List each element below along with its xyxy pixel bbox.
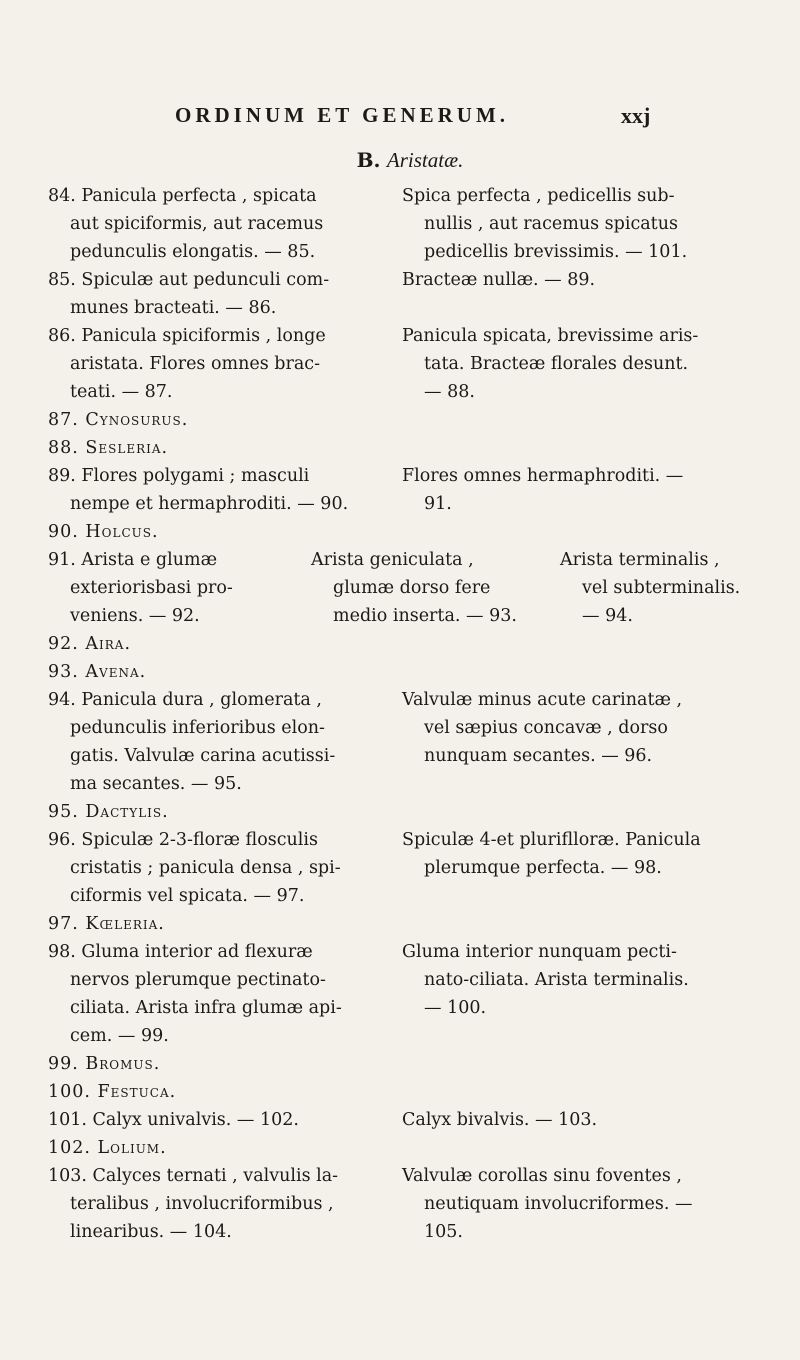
section-name: Aristatæ. [386,148,464,172]
key-entry-91-b [311,546,517,630]
line: medio inserta. — 93. [333,606,517,626]
line: nervos plerumque pectinato- [70,970,326,990]
key-entry-85-left [48,266,329,322]
line: veniens. — 92. [70,606,200,626]
line: ma secantes. — 95. [70,774,242,794]
genus-93: 93. Avena. [48,662,147,682]
line: pedunculis elongatis. — 85. [70,242,316,262]
line: Arista geniculata , [311,550,474,570]
key-entry-103-right [402,1162,692,1246]
line: 94. Panicula dura , glomerata , [48,690,322,710]
genus-100: 100. Festuca. [48,1082,177,1102]
key-entry-91-c [560,546,740,630]
key-entry-96-left [48,826,341,910]
genus-90: 90. Holcus. [48,522,159,542]
genus-88: 88. Sesleria. [48,438,169,458]
line: 91. Arista e glumæ [48,550,218,570]
line: Valvulæ corollas sinu foventes , [402,1166,682,1186]
key-entry-103-left [48,1162,338,1246]
line: Spica perfecta , pedicellis sub- [402,186,675,206]
key-entry-96-right [402,826,701,882]
key-entry-101-right [402,1106,597,1134]
line: 96. Spiculæ 2-3-floræ flosculis [48,830,318,850]
key-entry-94-left [48,686,335,798]
line: cem. — 99. [70,1026,169,1046]
line: ciformis vel spicata. — 97. [70,886,305,906]
genus-102: 102. Lolium. [48,1138,167,1158]
line: Panicula spicata, brevissime aris- [402,326,699,346]
line: teralibus , involucriformibus , [70,1194,334,1214]
line: munes bracteati. — 86. [70,298,277,318]
running-title: ORDINUM ET GENERUM. [175,103,510,127]
genus-99: 99. Bromus. [48,1054,161,1074]
line: Bracteæ nullæ. — 89. [402,270,596,290]
line: — 94. [582,606,633,626]
key-entry-85-right [402,266,595,294]
line: teati. — 87. [70,382,173,402]
line: nempe et hermaphroditi. — 90. [70,494,349,514]
line: 84. Panicula perfecta , spicata [48,186,317,206]
key-entry-94-right [402,686,682,770]
line: aut spiciformis, aut racemus [70,214,324,234]
line: 105. [424,1222,463,1242]
key-entry-98-right [402,938,689,1022]
key-entry-89-right [402,462,683,518]
line: nato-ciliata. Arista terminalis. [424,970,689,990]
line: — 88. [424,382,475,402]
line: Flores omnes hermaphroditi. — [402,466,684,486]
line: exteriorisbasi pro- [70,578,233,598]
line: plerumque perfecta. — 98. [424,858,662,878]
line: 103. Calyces ternati , valvulis la- [48,1166,339,1186]
line: neutiquam involucriformes. — [424,1194,693,1214]
key-entry-98-left [48,938,342,1050]
line: tata. Bracteæ florales desunt. [424,354,689,374]
line: 101. Calyx univalvis. — 102. [48,1110,299,1130]
key-entry-84-left [48,182,323,266]
line: Calyx bivalvis. — 103. [402,1110,598,1130]
line: gatis. Valvulæ carina acutissi- [70,746,336,766]
line: nunquam secantes. — 96. [424,746,653,766]
line: ciliata. Arista infra glumæ api- [70,998,342,1018]
line: aristata. Flores omnes brac- [70,354,320,374]
line: Gluma interior nunquam pecti- [402,942,677,962]
line: 89. Flores polygami ; masculi [48,466,310,486]
line: linearibus. — 104. [70,1222,232,1242]
key-entry-91-a [48,546,233,630]
running-head [0,103,800,133]
key-entry-86-left [48,322,326,406]
line: 98. Gluma interior ad flexuræ [48,942,313,962]
genus-95: 95. Dactylis. [48,802,169,822]
genus-92: 92. Aira. [48,634,132,654]
line: 86. Panicula spiciformis , longe [48,326,326,346]
key-entry-89-left [48,462,348,518]
line: Spiculæ 4-et pluriflloræ. Panicula [402,830,701,850]
line: — 100. [424,998,487,1018]
line: cristatis ; panicula densa , spi- [70,858,341,878]
line: Valvulæ minus acute carinatæ , [402,690,683,710]
line: pedicellis brevissimis. — 101. [424,242,688,262]
key-entry-101-left [48,1106,299,1134]
section-letter: B. [356,148,381,172]
line: pedunculis inferioribus elon- [70,718,325,738]
page-number: xxj [621,103,651,128]
line: Arista terminalis , [560,550,720,570]
key-entry-86-right [402,322,698,406]
line: 85. Spiculæ aut pedunculi com- [48,270,330,290]
key-entry-84-right [402,182,687,266]
line: vel sæpius concavæ , dorso [424,718,668,738]
line: glumæ dorso fere [333,578,491,598]
line: 91. [424,494,452,514]
genus-97: 97. Kœleria. [48,914,165,934]
line: nullis , aut racemus spicatus [424,214,678,234]
genus-87: 87. Cynosurus. [48,410,189,430]
line: vel subterminalis. [582,578,741,598]
section-heading [0,148,800,173]
